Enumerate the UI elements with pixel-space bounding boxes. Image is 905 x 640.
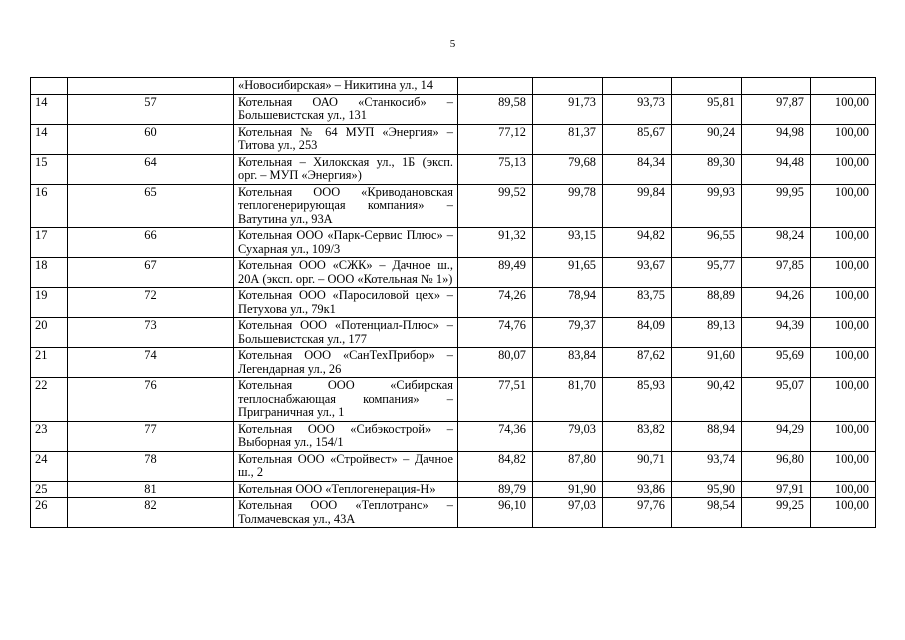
value-cell: 99,95 <box>742 184 811 228</box>
value-cell: 97,76 <box>603 498 672 528</box>
value-cell: 93,73 <box>603 94 672 124</box>
value-cell: 79,37 <box>533 318 603 348</box>
value-cell <box>672 78 742 95</box>
value-cell: 94,26 <box>742 288 811 318</box>
table-row <box>31 78 876 95</box>
source-code-cell: 78 <box>68 451 234 481</box>
boiler-name-cell: Котельная ООО «СЖК» – Дачное ш., 20А (эксп. орг. – ООО «Котельная № 1») <box>234 258 458 288</box>
value-cell: 78,94 <box>533 288 603 318</box>
row-number-cell: 26 <box>31 498 68 528</box>
value-cell: 93,86 <box>603 481 672 498</box>
row-number-cell: 24 <box>31 451 68 481</box>
value-cell: 94,29 <box>742 421 811 451</box>
value-cell: 100,00 <box>811 421 876 451</box>
value-cell: 99,84 <box>603 184 672 228</box>
value-cell: 96,10 <box>458 498 533 528</box>
value-cell <box>742 78 811 95</box>
value-cell: 89,13 <box>672 318 742 348</box>
value-cell: 88,94 <box>672 421 742 451</box>
table-row <box>31 498 876 528</box>
row-number-cell: 16 <box>31 184 68 228</box>
value-cell: 98,24 <box>742 228 811 258</box>
row-number-cell: 15 <box>31 154 68 184</box>
value-cell: 95,77 <box>672 258 742 288</box>
value-cell: 89,79 <box>458 481 533 498</box>
table-row <box>31 154 876 184</box>
value-cell: 100,00 <box>811 258 876 288</box>
value-cell: 100,00 <box>811 124 876 154</box>
row-number-cell: 14 <box>31 94 68 124</box>
value-cell: 100,00 <box>811 318 876 348</box>
table-row <box>31 421 876 451</box>
value-cell: 89,49 <box>458 258 533 288</box>
row-number-cell: 22 <box>31 378 68 422</box>
value-cell: 90,24 <box>672 124 742 154</box>
value-cell: 95,81 <box>672 94 742 124</box>
value-cell: 75,13 <box>458 154 533 184</box>
boiler-name-cell: Котельная ООО «СанТехПрибор» – Легендарная ул., 26 <box>234 348 458 378</box>
source-code-cell: 77 <box>68 421 234 451</box>
value-cell: 84,82 <box>458 451 533 481</box>
value-cell: 79,68 <box>533 154 603 184</box>
table-row <box>31 94 876 124</box>
value-cell <box>603 78 672 95</box>
value-cell: 100,00 <box>811 184 876 228</box>
source-code-cell: 64 <box>68 154 234 184</box>
row-number-cell: 18 <box>31 258 68 288</box>
value-cell: 93,67 <box>603 258 672 288</box>
value-cell: 74,76 <box>458 318 533 348</box>
table-row <box>31 318 876 348</box>
table-row <box>31 288 876 318</box>
row-number-cell: 14 <box>31 124 68 154</box>
value-cell: 94,98 <box>742 124 811 154</box>
table-row <box>31 451 876 481</box>
value-cell: 99,25 <box>742 498 811 528</box>
value-cell: 91,73 <box>533 94 603 124</box>
value-cell: 95,69 <box>742 348 811 378</box>
boiler-name-cell: Котельная ООО «Потенциал-Плюс» – Большевистская ул., 177 <box>234 318 458 348</box>
value-cell: 74,36 <box>458 421 533 451</box>
row-number-cell: 25 <box>31 481 68 498</box>
value-cell <box>533 78 603 95</box>
value-cell: 89,30 <box>672 154 742 184</box>
source-code-cell <box>68 78 234 95</box>
source-code-cell: 73 <box>68 318 234 348</box>
value-cell: 99,93 <box>672 184 742 228</box>
value-cell: 85,67 <box>603 124 672 154</box>
value-cell: 94,48 <box>742 154 811 184</box>
row-number-cell: 21 <box>31 348 68 378</box>
boiler-table <box>30 77 876 528</box>
row-number-cell: 20 <box>31 318 68 348</box>
value-cell: 100,00 <box>811 154 876 184</box>
table-row <box>31 124 876 154</box>
boiler-name-cell: Котельная ООО «Сибирская теплоснабжающая компания» – Приграничная ул., 1 <box>234 378 458 422</box>
source-code-cell: 74 <box>68 348 234 378</box>
table-row <box>31 184 876 228</box>
source-code-cell: 82 <box>68 498 234 528</box>
value-cell: 77,12 <box>458 124 533 154</box>
value-cell: 100,00 <box>811 288 876 318</box>
source-code-cell: 60 <box>68 124 234 154</box>
boiler-name-cell: Котельная ООО «Криводановская теплогенерирующая компания» – Ватутина ул., 93А <box>234 184 458 228</box>
value-cell: 83,75 <box>603 288 672 318</box>
boiler-name-cell: Котельная ООО «Сибэкострой» – Выборная ул., 154/1 <box>234 421 458 451</box>
value-cell: 90,42 <box>672 378 742 422</box>
value-cell: 97,03 <box>533 498 603 528</box>
source-code-cell: 72 <box>68 288 234 318</box>
value-cell <box>811 78 876 95</box>
value-cell: 90,71 <box>603 451 672 481</box>
source-code-cell: 65 <box>68 184 234 228</box>
value-cell: 74,26 <box>458 288 533 318</box>
page-number: 5 <box>449 38 456 50</box>
boiler-name-cell: Котельная ООО «Паросиловой цех» – Петухова ул., 79к1 <box>234 288 458 318</box>
source-code-cell: 76 <box>68 378 234 422</box>
value-cell: 93,15 <box>533 228 603 258</box>
table-row <box>31 348 876 378</box>
value-cell: 94,82 <box>603 228 672 258</box>
value-cell: 100,00 <box>811 228 876 258</box>
value-cell: 100,00 <box>811 378 876 422</box>
table-row <box>31 481 876 498</box>
value-cell: 97,85 <box>742 258 811 288</box>
boiler-name-cell: Котельная № 64 МУП «Энергия» – Титова ул., 253 <box>234 124 458 154</box>
value-cell: 83,84 <box>533 348 603 378</box>
value-cell: 85,93 <box>603 378 672 422</box>
value-cell: 100,00 <box>811 348 876 378</box>
value-cell: 93,74 <box>672 451 742 481</box>
value-cell: 100,00 <box>811 451 876 481</box>
value-cell: 91,90 <box>533 481 603 498</box>
boiler-name-cell: Котельная ООО «Теплогенерация-Н» <box>234 481 458 498</box>
value-cell: 77,51 <box>458 378 533 422</box>
boiler-name-cell: Котельная ООО «Стройвест» – Дачное ш., 2 <box>234 451 458 481</box>
value-cell <box>458 78 533 95</box>
value-cell: 79,03 <box>533 421 603 451</box>
value-cell: 95,90 <box>672 481 742 498</box>
value-cell: 100,00 <box>811 481 876 498</box>
value-cell: 81,37 <box>533 124 603 154</box>
table-body <box>31 78 876 528</box>
value-cell: 99,78 <box>533 184 603 228</box>
value-cell: 81,70 <box>533 378 603 422</box>
value-cell: 100,00 <box>811 94 876 124</box>
value-cell: 98,54 <box>672 498 742 528</box>
value-cell: 94,39 <box>742 318 811 348</box>
source-code-cell: 67 <box>68 258 234 288</box>
boiler-name-cell: «Новосибирская» – Никитина ул., 14 <box>234 78 458 95</box>
source-code-cell: 66 <box>68 228 234 258</box>
row-number-cell: 23 <box>31 421 68 451</box>
row-number-cell <box>31 78 68 95</box>
boiler-name-cell: Котельная ООО «Парк-Сервис Плюс» – Сухарная ул., 109/3 <box>234 228 458 258</box>
value-cell: 95,07 <box>742 378 811 422</box>
value-cell: 88,89 <box>672 288 742 318</box>
value-cell: 91,60 <box>672 348 742 378</box>
value-cell: 83,82 <box>603 421 672 451</box>
table-row <box>31 378 876 422</box>
boiler-name-cell: Котельная ОАО «Станкосиб» – Большевистская ул., 131 <box>234 94 458 124</box>
boiler-name-cell: Котельная ООО «Теплотранс» – Толмачевская ул., 43А <box>234 498 458 528</box>
value-cell: 91,32 <box>458 228 533 258</box>
value-cell: 97,91 <box>742 481 811 498</box>
value-cell: 89,58 <box>458 94 533 124</box>
value-cell: 87,62 <box>603 348 672 378</box>
table-row <box>31 228 876 258</box>
source-code-cell: 81 <box>68 481 234 498</box>
value-cell: 80,07 <box>458 348 533 378</box>
value-cell: 96,80 <box>742 451 811 481</box>
value-cell: 84,34 <box>603 154 672 184</box>
row-number-cell: 17 <box>31 228 68 258</box>
value-cell: 96,55 <box>672 228 742 258</box>
value-cell: 91,65 <box>533 258 603 288</box>
row-number-cell: 19 <box>31 288 68 318</box>
boiler-name-cell: Котельная – Хилокская ул., 1Б (эксп. орг. – МУП «Энергия») <box>234 154 458 184</box>
value-cell: 97,87 <box>742 94 811 124</box>
value-cell: 84,09 <box>603 318 672 348</box>
value-cell: 87,80 <box>533 451 603 481</box>
source-code-cell: 57 <box>68 94 234 124</box>
table-row <box>31 258 876 288</box>
value-cell: 100,00 <box>811 498 876 528</box>
value-cell: 99,52 <box>458 184 533 228</box>
